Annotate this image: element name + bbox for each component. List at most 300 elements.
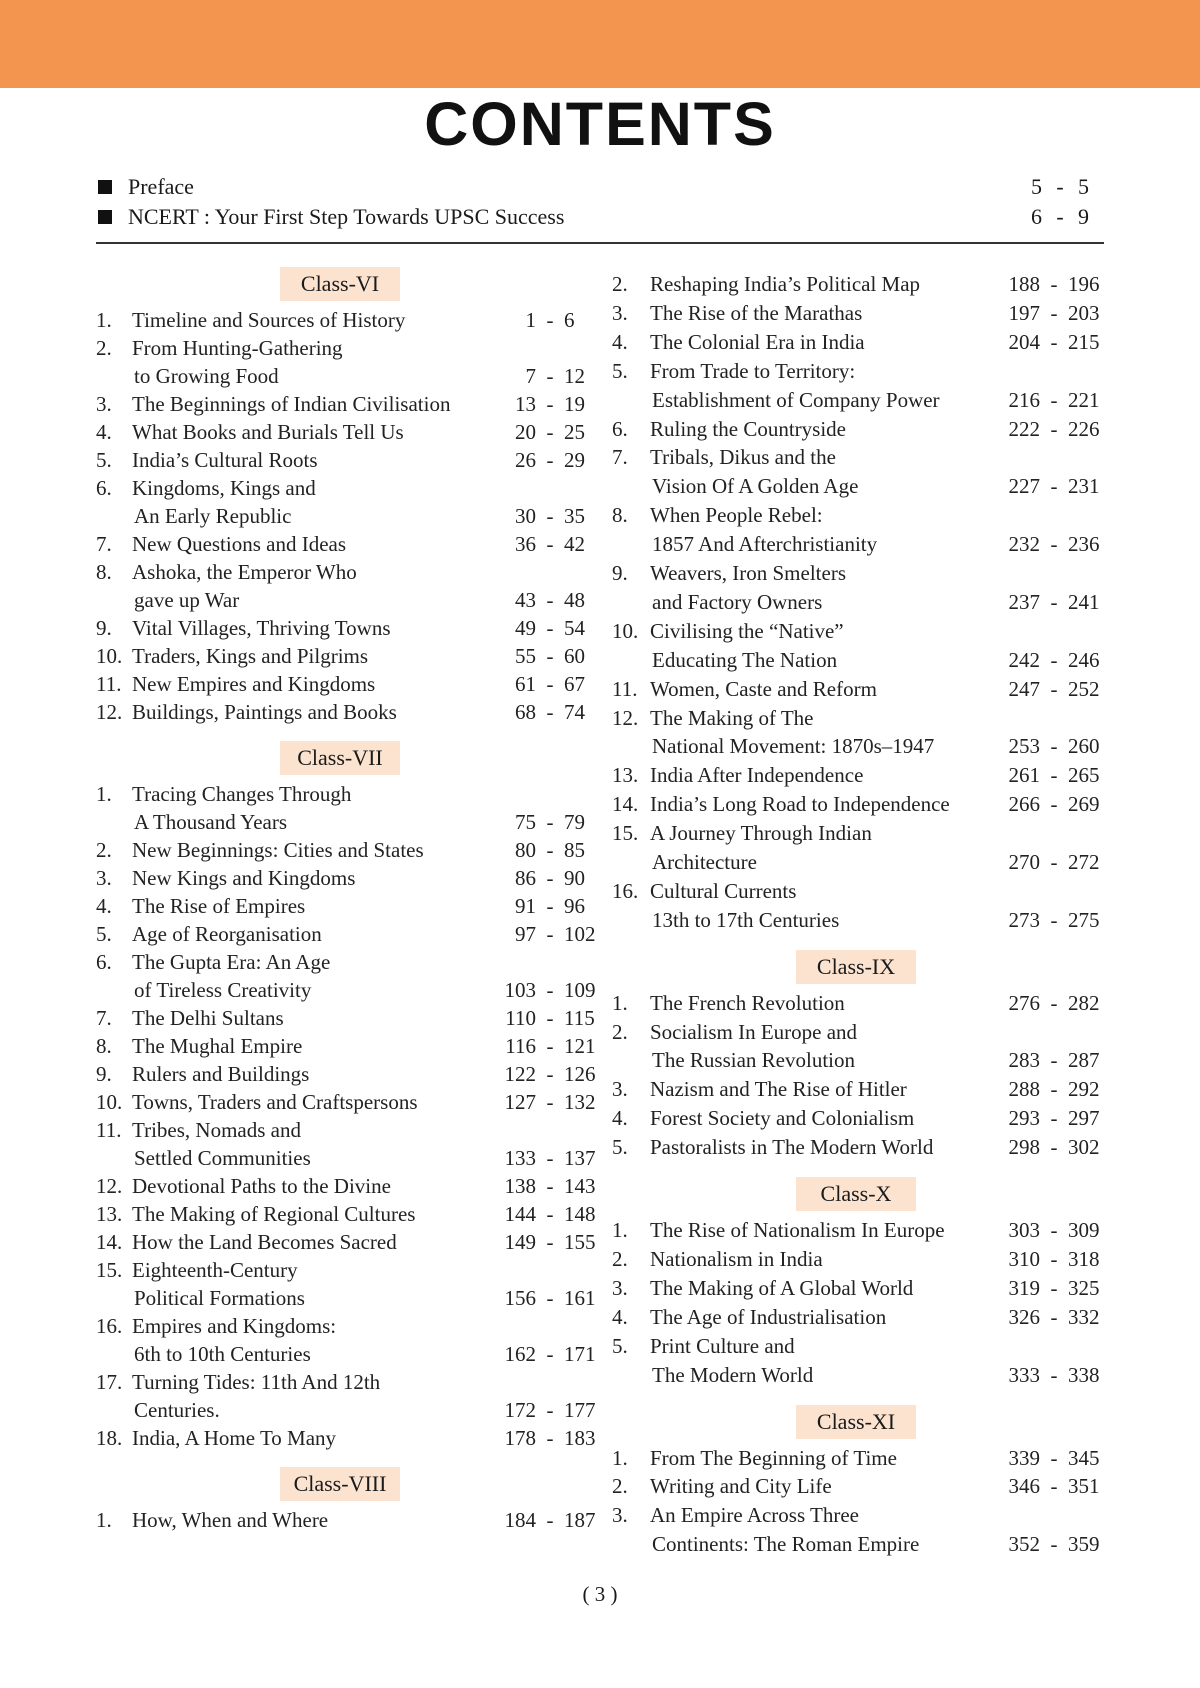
page-to: 265 bbox=[1068, 763, 1100, 788]
page-from: 6 bbox=[1031, 204, 1042, 229]
toc-entry[interactable] bbox=[96, 780, 596, 836]
page-from: 133 bbox=[504, 1146, 536, 1170]
page-to: 143 bbox=[564, 1174, 596, 1198]
entry-number: 1. bbox=[96, 308, 112, 332]
entry-title: India’s Cultural Roots bbox=[132, 448, 318, 472]
toc-entry[interactable] bbox=[96, 864, 596, 892]
toc-entry[interactable] bbox=[612, 617, 1106, 675]
entry-number: 8. bbox=[96, 1034, 112, 1058]
entry-number: 1. bbox=[612, 1445, 628, 1470]
page-from: 162 bbox=[504, 1342, 536, 1366]
entry-number: 9. bbox=[96, 1062, 112, 1086]
toc-entry[interactable] bbox=[612, 704, 1106, 762]
entry-title: Buildings, Paintings and Books bbox=[132, 700, 397, 724]
toc-entry[interactable] bbox=[612, 1133, 1106, 1162]
page-range-dash: - bbox=[1050, 1275, 1058, 1300]
entry-number: 10. bbox=[96, 1090, 123, 1114]
toc-entry[interactable] bbox=[96, 474, 596, 530]
page-to: 226 bbox=[1068, 416, 1100, 441]
page-range-dash: - bbox=[546, 1174, 554, 1198]
entry-title: The Rise of Nationalism In Europe bbox=[650, 1218, 945, 1243]
page-to: 332 bbox=[1068, 1304, 1100, 1329]
page-to: 196 bbox=[1068, 272, 1100, 296]
entry-title: From Hunting-Gathering bbox=[132, 336, 343, 360]
entry-title: When People Rebel: bbox=[650, 503, 823, 528]
toc-entry[interactable] bbox=[96, 1424, 596, 1452]
toc-entry[interactable] bbox=[96, 1032, 596, 1060]
toc-entry[interactable] bbox=[612, 1501, 1106, 1559]
entry-title: The Beginnings of Indian Civilisation bbox=[132, 392, 451, 416]
square-bullet-icon bbox=[98, 180, 112, 194]
page-range-dash: - bbox=[1050, 1247, 1058, 1271]
page-range-dash: - bbox=[1050, 300, 1058, 325]
page-to: 338 bbox=[1068, 1362, 1100, 1387]
entry-number: 2. bbox=[612, 272, 628, 296]
page-to: 269 bbox=[1068, 792, 1100, 817]
class-heading-class-xi: Class-XI bbox=[796, 1405, 916, 1439]
toc-entry[interactable] bbox=[612, 1104, 1106, 1133]
toc-entry[interactable] bbox=[612, 299, 1106, 328]
toc-entry[interactable] bbox=[612, 1018, 1106, 1076]
toc-entry[interactable] bbox=[96, 334, 596, 390]
entry-title: Ruling the Countryside bbox=[650, 416, 846, 441]
entry-number: 10. bbox=[96, 644, 123, 668]
entry-number: 3. bbox=[612, 1503, 628, 1528]
toc-entry[interactable] bbox=[612, 501, 1106, 559]
entry-number: 5. bbox=[96, 922, 112, 946]
page-from: 242 bbox=[1008, 647, 1040, 672]
entry-title: Turning Tides: 11th And 12th bbox=[132, 1370, 381, 1394]
toc-entry[interactable] bbox=[96, 892, 596, 920]
entry-number: 10. bbox=[612, 618, 639, 643]
page-range-dash: - bbox=[1050, 1106, 1058, 1131]
page-from: 91 bbox=[515, 894, 536, 918]
entry-title-continuation: An Early Republic bbox=[134, 504, 292, 528]
entry-title: How, When and Where bbox=[132, 1508, 329, 1532]
page-from: 276 bbox=[1008, 990, 1040, 1015]
page-from: 36 bbox=[515, 532, 536, 556]
entry-title: Pastoralists in The Modern World bbox=[650, 1135, 934, 1160]
toc-entry[interactable] bbox=[612, 1245, 1106, 1274]
page-to: 252 bbox=[1068, 676, 1100, 701]
entry-number: 1. bbox=[96, 782, 112, 806]
entry-title-continuation: to Growing Food bbox=[134, 364, 279, 388]
page-to: 115 bbox=[564, 1006, 595, 1030]
toc-entry[interactable] bbox=[612, 1472, 1106, 1501]
toc-entry[interactable] bbox=[612, 819, 1106, 877]
page-from: 303 bbox=[1008, 1218, 1040, 1243]
page-range-dash: - bbox=[546, 1508, 554, 1532]
entry-title-continuation: Educating The Nation bbox=[652, 647, 838, 672]
entry-title: An Empire Across Three bbox=[650, 1503, 859, 1528]
page-to: 215 bbox=[1068, 329, 1100, 354]
page-range-dash: - bbox=[1050, 1218, 1058, 1243]
page-from: 116 bbox=[505, 1034, 536, 1058]
entry-title: Tribals, Dikus and the bbox=[650, 445, 836, 470]
toc-entry[interactable] bbox=[96, 1256, 596, 1312]
entry-title: Forest Society and Colonialism bbox=[650, 1106, 915, 1131]
entry-title: New Empires and Kingdoms bbox=[132, 672, 376, 696]
entry-title-continuation: Political Formations bbox=[134, 1286, 305, 1310]
page-to: 155 bbox=[564, 1230, 596, 1254]
page-from: 178 bbox=[504, 1426, 536, 1450]
page-from: 80 bbox=[515, 838, 536, 862]
toc-entry[interactable] bbox=[96, 920, 596, 948]
entry-title: The French Revolution bbox=[650, 990, 845, 1015]
class-heading-class-viii: Class-VIII bbox=[280, 1467, 400, 1501]
toc-entry[interactable] bbox=[612, 790, 1106, 819]
page-from: 26 bbox=[515, 448, 536, 472]
toc-entry[interactable] bbox=[96, 390, 596, 418]
toc-entry[interactable] bbox=[612, 270, 1106, 299]
entry-title: The Making of The bbox=[650, 705, 814, 730]
page-from: 283 bbox=[1008, 1048, 1040, 1073]
page-to: 260 bbox=[1068, 734, 1100, 759]
entry-title: Print Culture and bbox=[650, 1333, 795, 1358]
page-to: 126 bbox=[564, 1062, 596, 1086]
page-from: 222 bbox=[1008, 416, 1040, 441]
page-from: 30 bbox=[515, 504, 536, 528]
page-to: 6 bbox=[564, 308, 575, 332]
entry-number: 8. bbox=[96, 560, 112, 584]
page-to: 67 bbox=[564, 672, 585, 696]
page-range-dash: - bbox=[546, 1034, 554, 1058]
front-matter-label: Preface bbox=[128, 174, 194, 199]
entry-title: What Books and Burials Tell Us bbox=[132, 420, 404, 444]
page-range-dash: - bbox=[546, 308, 554, 332]
toc-entry[interactable] bbox=[96, 1004, 596, 1032]
class-heading-class-x: Class-X bbox=[796, 1177, 916, 1211]
entry-title: The Making of Regional Cultures bbox=[132, 1202, 416, 1226]
page-from: 266 bbox=[1008, 792, 1040, 817]
entry-number: 5. bbox=[96, 448, 112, 472]
toc-entry[interactable] bbox=[612, 415, 1106, 444]
page-range-dash: - bbox=[546, 532, 554, 556]
page-range-dash: - bbox=[1050, 1362, 1058, 1387]
page-range-dash: - bbox=[1050, 1048, 1058, 1073]
page-from: 49 bbox=[515, 616, 536, 640]
page-from: 61 bbox=[515, 672, 536, 696]
entry-number: 13. bbox=[96, 1202, 123, 1226]
page-to: 236 bbox=[1068, 532, 1100, 557]
toc-entry[interactable] bbox=[612, 357, 1106, 415]
page-from: 172 bbox=[504, 1398, 536, 1422]
entry-number: 7. bbox=[96, 532, 112, 556]
entry-title-continuation: 1857 And Afterchristianity bbox=[652, 532, 878, 557]
page-range-dash: - bbox=[546, 894, 554, 918]
toc-entry[interactable] bbox=[96, 1368, 596, 1424]
page-to: 9 bbox=[1078, 204, 1089, 229]
page-range-dash: - bbox=[546, 420, 554, 444]
toc-entry[interactable] bbox=[96, 1228, 596, 1256]
page-from: 97 bbox=[515, 922, 536, 946]
toc-entry[interactable] bbox=[96, 446, 596, 474]
class-heading-class-vii: Class-VII bbox=[280, 741, 400, 775]
page-to: 246 bbox=[1068, 647, 1100, 672]
page-from: 1 bbox=[525, 308, 536, 332]
page-to: 241 bbox=[1068, 589, 1100, 614]
entry-number: 5. bbox=[612, 1135, 628, 1160]
page-range-dash: - bbox=[546, 1006, 554, 1030]
page-range-dash: - bbox=[1050, 272, 1058, 296]
page-range-dash: - bbox=[1050, 416, 1058, 441]
page-from: 204 bbox=[1008, 329, 1040, 354]
page-range-dash: - bbox=[546, 810, 554, 834]
entry-title: The Gupta Era: An Age bbox=[132, 950, 331, 974]
page-from: 227 bbox=[1008, 474, 1040, 499]
page-to: 221 bbox=[1068, 387, 1100, 412]
class-heading-class-vi: Class-VI bbox=[280, 267, 400, 301]
page-from: 138 bbox=[504, 1174, 536, 1198]
entry-title: How the Land Becomes Sacred bbox=[132, 1230, 397, 1254]
page-from: 184 bbox=[504, 1508, 536, 1532]
entry-number: 2. bbox=[96, 838, 112, 862]
page-from: 144 bbox=[504, 1202, 536, 1226]
entry-title: Devotional Paths to the Divine bbox=[132, 1174, 391, 1198]
page-to: 345 bbox=[1068, 1445, 1100, 1470]
entry-title: Towns, Traders and Craftspersons bbox=[132, 1090, 418, 1114]
entry-title-continuation: The Modern World bbox=[652, 1362, 814, 1387]
page-range-dash: - bbox=[1050, 1474, 1058, 1499]
page-range-dash: - bbox=[546, 1090, 554, 1114]
entry-number: 16. bbox=[612, 878, 639, 903]
entry-title: Vital Villages, Thriving Towns bbox=[132, 616, 391, 640]
page-range-dash: - bbox=[1050, 792, 1058, 817]
entry-title: Socialism In Europe and bbox=[650, 1019, 858, 1044]
page-from: 68 bbox=[515, 700, 536, 724]
page-from: 261 bbox=[1008, 763, 1040, 788]
page-range-dash: - bbox=[546, 588, 554, 612]
page-range-dash: - bbox=[1050, 763, 1058, 788]
page-to: 171 bbox=[564, 1342, 596, 1366]
class-heading-class-ix: Class-IX bbox=[796, 950, 916, 984]
toc-entry[interactable] bbox=[96, 306, 596, 334]
toc-entry[interactable] bbox=[96, 614, 596, 642]
toc-entry[interactable] bbox=[612, 1332, 1106, 1390]
page-range-dash: - bbox=[1050, 1135, 1058, 1160]
page-range-dash: - bbox=[1050, 676, 1058, 701]
entry-title-continuation: gave up War bbox=[134, 588, 240, 612]
page-range-dash: - bbox=[546, 1202, 554, 1226]
entry-number: 3. bbox=[96, 392, 112, 416]
entry-title: Cultural Currents bbox=[650, 878, 797, 903]
page-range-dash: - bbox=[1050, 647, 1058, 672]
toc-entry[interactable] bbox=[96, 1200, 596, 1228]
page-from: 346 bbox=[1008, 1474, 1040, 1499]
toc-entry[interactable] bbox=[612, 761, 1106, 790]
entry-title: Tribes, Nomads and bbox=[132, 1118, 301, 1142]
page-from: 86 bbox=[515, 866, 536, 890]
page-to: 42 bbox=[564, 532, 585, 556]
entry-number: 2. bbox=[612, 1019, 628, 1044]
entry-title: New Questions and Ideas bbox=[132, 532, 347, 556]
page-range-dash: - bbox=[546, 1398, 554, 1422]
entry-title: Age of Reorganisation bbox=[132, 922, 322, 946]
page-from: 103 bbox=[504, 978, 536, 1002]
page-range-dash: - bbox=[546, 644, 554, 668]
page-range-dash: - bbox=[546, 1062, 554, 1086]
entry-title-continuation: National Movement: 1870s–1947 bbox=[652, 734, 935, 759]
page-to: 148 bbox=[564, 1202, 596, 1226]
page-to: 137 bbox=[564, 1146, 596, 1170]
entry-title-continuation: Settled Communities bbox=[134, 1146, 311, 1170]
toc-entry[interactable] bbox=[612, 1444, 1106, 1473]
entry-number: 4. bbox=[96, 420, 112, 444]
entry-number: 4. bbox=[96, 894, 112, 918]
page-from: 310 bbox=[1008, 1247, 1040, 1271]
toc-entry[interactable] bbox=[96, 558, 596, 614]
toc-entry[interactable] bbox=[612, 877, 1106, 935]
entry-title: Tracing Changes Through bbox=[132, 782, 352, 806]
entry-title: New Kings and Kingdoms bbox=[132, 866, 356, 890]
entry-title: The Colonial Era in India bbox=[650, 329, 865, 354]
entry-number: 16. bbox=[96, 1314, 123, 1338]
entry-title: Nazism and The Rise of Hitler bbox=[650, 1077, 907, 1102]
entry-title-continuation: 6th to 10th Centuries bbox=[134, 1342, 311, 1366]
toc-entry[interactable] bbox=[612, 559, 1106, 617]
page-range-dash: - bbox=[546, 838, 554, 862]
page-to: 177 bbox=[564, 1398, 596, 1422]
entry-title: Empires and Kingdoms: bbox=[132, 1314, 337, 1338]
toc-entry[interactable] bbox=[96, 1506, 596, 1534]
entry-number: 1. bbox=[612, 990, 628, 1015]
entry-number: 3. bbox=[612, 1275, 628, 1300]
page-to: 309 bbox=[1068, 1218, 1100, 1243]
entry-title: India, A Home To Many bbox=[132, 1426, 337, 1450]
toc-entry[interactable] bbox=[612, 1274, 1106, 1303]
page-to: 35 bbox=[564, 504, 585, 528]
entry-title: Eighteenth-Century bbox=[132, 1258, 298, 1282]
entry-title-continuation: The Russian Revolution bbox=[652, 1048, 855, 1073]
page-from: 216 bbox=[1008, 387, 1040, 412]
page-from: 333 bbox=[1008, 1362, 1040, 1387]
front-matter-item-ncert[interactable] bbox=[96, 202, 1106, 232]
toc-entry[interactable] bbox=[96, 1172, 596, 1200]
toc-entry[interactable] bbox=[96, 530, 596, 558]
entry-title: Rulers and Buildings bbox=[132, 1062, 310, 1086]
entry-number: 13. bbox=[612, 763, 639, 788]
page-range-dash: - bbox=[546, 504, 554, 528]
entry-title: The Mughal Empire bbox=[132, 1034, 303, 1058]
page-range-dash: - bbox=[546, 922, 554, 946]
toc-entry[interactable] bbox=[96, 948, 596, 1004]
entry-number: 3. bbox=[96, 866, 112, 890]
entry-number: 4. bbox=[612, 1106, 628, 1131]
page-range-dash: - bbox=[546, 866, 554, 890]
page-from: 110 bbox=[505, 1006, 536, 1030]
page-from: 273 bbox=[1008, 907, 1040, 932]
page-from: 298 bbox=[1008, 1135, 1040, 1160]
entry-title-continuation: of Tireless Creativity bbox=[134, 978, 312, 1002]
toc-entry[interactable] bbox=[96, 670, 596, 698]
toc-entry[interactable] bbox=[612, 1075, 1106, 1104]
page-from: 43 bbox=[515, 588, 536, 612]
toc-entry[interactable] bbox=[612, 443, 1106, 501]
entry-number: 12. bbox=[96, 700, 123, 724]
page-range-dash: - bbox=[1056, 204, 1064, 229]
page-range-dash: - bbox=[546, 1426, 554, 1450]
toc-entry[interactable] bbox=[96, 698, 596, 726]
entry-number: 5. bbox=[612, 1333, 628, 1358]
entry-number: 18. bbox=[96, 1426, 123, 1450]
toc-entry[interactable] bbox=[96, 418, 596, 446]
entry-number: 1. bbox=[96, 1508, 112, 1532]
entry-title-continuation: Establishment of Company Power bbox=[652, 387, 940, 412]
page-to: 102 bbox=[564, 922, 596, 946]
page-range-dash: - bbox=[1050, 1532, 1058, 1557]
entry-number: 14. bbox=[96, 1230, 123, 1254]
entry-number: 3. bbox=[612, 1077, 628, 1102]
page-range-dash: - bbox=[546, 1230, 554, 1254]
toc-entry[interactable] bbox=[612, 675, 1106, 704]
page-range-dash: - bbox=[546, 364, 554, 388]
toc-entry[interactable] bbox=[96, 1116, 596, 1172]
page-to: 272 bbox=[1068, 849, 1100, 874]
page-range-dash: - bbox=[546, 1342, 554, 1366]
toc-entry[interactable] bbox=[96, 642, 596, 670]
page-range-dash: - bbox=[546, 392, 554, 416]
page-from: 20 bbox=[515, 420, 536, 444]
toc-entry[interactable] bbox=[96, 1312, 596, 1368]
page-range-dash: - bbox=[1050, 387, 1058, 412]
entry-number: 2. bbox=[96, 336, 112, 360]
entry-title: Kingdoms, Kings and bbox=[132, 476, 316, 500]
front-matter-label: NCERT : Your First Step Towards UPSC Success bbox=[128, 204, 565, 229]
page-from: 270 bbox=[1008, 849, 1040, 874]
entry-title: Timeline and Sources of History bbox=[132, 308, 406, 332]
entry-title: The Delhi Sultans bbox=[132, 1006, 284, 1030]
entry-number: 5. bbox=[612, 358, 628, 383]
page-from: 7 bbox=[525, 364, 536, 388]
entry-title: The Rise of the Marathas bbox=[650, 300, 863, 325]
page-range-dash: - bbox=[1050, 474, 1058, 499]
page-from: 247 bbox=[1008, 676, 1040, 701]
page-from: 197 bbox=[1008, 300, 1040, 325]
entry-title-continuation: Centuries. bbox=[134, 1398, 220, 1422]
page-range-dash: - bbox=[1050, 907, 1058, 932]
page-to: 287 bbox=[1068, 1048, 1100, 1073]
entry-number: 6. bbox=[96, 950, 112, 974]
page-from: 75 bbox=[515, 810, 536, 834]
toc-entry[interactable] bbox=[96, 836, 596, 864]
front-matter-item-preface[interactable] bbox=[96, 172, 1106, 202]
page-to: 187 bbox=[564, 1508, 596, 1532]
entry-number: 2. bbox=[612, 1247, 628, 1271]
toc-entry[interactable] bbox=[612, 1216, 1106, 1245]
page-to: 302 bbox=[1068, 1135, 1100, 1160]
entry-title: A Journey Through Indian bbox=[650, 821, 872, 846]
page-from: 253 bbox=[1008, 734, 1040, 759]
page-range-dash: - bbox=[546, 448, 554, 472]
entry-title: From Trade to Territory: bbox=[650, 358, 856, 383]
entry-number: 6. bbox=[96, 476, 112, 500]
page-from: 288 bbox=[1008, 1077, 1040, 1102]
toc-entry[interactable] bbox=[612, 328, 1106, 357]
toc-entry[interactable] bbox=[96, 1060, 596, 1088]
entry-number: 12. bbox=[96, 1174, 123, 1198]
page-range-dash: - bbox=[1056, 174, 1064, 199]
entry-number: 3. bbox=[612, 300, 628, 325]
toc-entry[interactable] bbox=[612, 989, 1106, 1018]
page-from: 122 bbox=[504, 1062, 536, 1086]
entry-number: 11. bbox=[96, 672, 122, 696]
entry-title: Weavers, Iron Smelters bbox=[650, 561, 846, 585]
entry-title: Reshaping India’s Political Map bbox=[650, 272, 921, 296]
page-to: 325 bbox=[1068, 1275, 1100, 1300]
toc-entry[interactable] bbox=[96, 1088, 596, 1116]
page-to: 132 bbox=[564, 1090, 596, 1114]
toc-entry[interactable] bbox=[612, 1303, 1106, 1332]
